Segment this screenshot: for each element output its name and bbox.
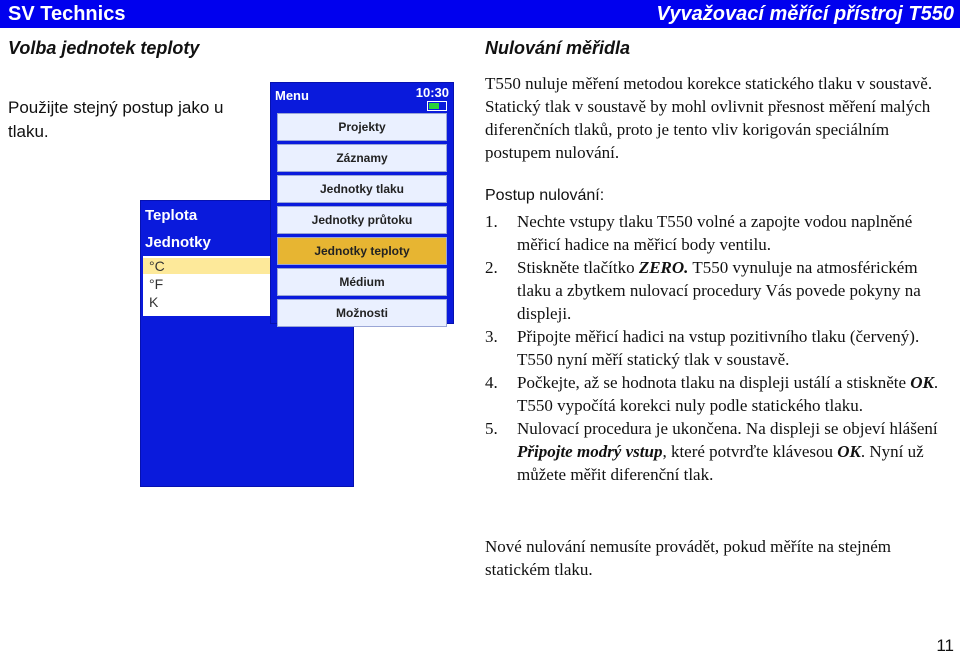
clock: 10:30 bbox=[415, 85, 449, 100]
procedure-label: Postup nulování: bbox=[485, 187, 605, 204]
step-number: 2. bbox=[485, 258, 498, 277]
step-2 bbox=[485, 256, 955, 325]
step-1 bbox=[485, 210, 955, 256]
intro-paragraph: T550 nuluje měření metodou korekce statického tlaku v soustavě. Statický tlak v soustavě by mohl ovlivnit přesnost měření malých diferenčních tlaků, proto je tento vliv korigován speciálním postupem nulování. bbox=[485, 74, 933, 162]
left-heading: Volba jednotek teploty bbox=[8, 38, 200, 58]
step-number: 1. bbox=[485, 212, 498, 231]
menu-item-jednotky-prutoku[interactable]: Jednotky průtoku bbox=[277, 206, 447, 234]
unit-option-fahrenheit[interactable]: °F bbox=[149, 276, 164, 292]
step-number: 4. bbox=[485, 373, 498, 392]
right-heading: Nulování měřidla bbox=[485, 38, 631, 58]
step-text: Nechte vstupy tlaku T550 volné a zapojte vodou naplněné měřicí hadice na měřicí body ventilu. bbox=[517, 212, 913, 254]
product-name: Vyvažovací měřící přístroj T550 bbox=[656, 3, 954, 25]
step-5 bbox=[485, 417, 955, 486]
device-title: Teplota bbox=[145, 207, 198, 224]
key-ok: OK bbox=[910, 373, 934, 392]
unit-option-celsius[interactable]: °C bbox=[143, 258, 279, 274]
battery-level bbox=[429, 103, 439, 109]
menu-list bbox=[277, 113, 447, 330]
step-text: Nulovací procedura je ukončena. Na displeji se objeví hlášení Připojte modrý vstup, které potvrďte klávesou OK. Nyní už můžete měřit diferenční tlak. bbox=[517, 419, 938, 484]
final-note: Nové nulování nemusíte provádět, pokud měříte na stejném statickém tlaku. bbox=[485, 537, 892, 579]
message-blue-input: Připojte modrý vstup bbox=[517, 442, 663, 461]
menu-item-jednotky-tlaku[interactable]: Jednotky tlaku bbox=[277, 175, 447, 203]
step-3 bbox=[485, 325, 955, 371]
step-text: Připojte měřicí hadici na vstup pozitivního tlaku (červený). T550 nyní měří statický tlak v soustavě. bbox=[517, 327, 920, 369]
step-number: 3. bbox=[485, 327, 498, 346]
left-text: Použijte stejný postup jako u tlaku. bbox=[8, 98, 224, 141]
battery-icon bbox=[427, 101, 447, 111]
device-screen-menu bbox=[270, 82, 454, 324]
step-text: Stiskněte tlačítko ZERO. T550 vynuluje na atmosférickém tlaku a zbytkem nulovací procedury Vás povede pokyny na displeji. bbox=[517, 258, 921, 323]
step-number: 5. bbox=[485, 419, 498, 438]
company-name: SV Technics bbox=[8, 3, 126, 25]
header-bar bbox=[0, 0, 960, 28]
key-zero: ZERO. bbox=[638, 258, 689, 277]
menu-item-moznosti[interactable]: Možnosti bbox=[277, 299, 447, 327]
page-number: 11 bbox=[936, 636, 954, 655]
step-4 bbox=[485, 371, 955, 417]
unit-option-kelvin[interactable]: K bbox=[149, 294, 159, 310]
menu-title: Menu bbox=[275, 88, 309, 103]
key-ok: OK bbox=[837, 442, 861, 461]
menu-item-zaznamy[interactable]: Záznamy bbox=[277, 144, 447, 172]
unit-list bbox=[143, 256, 273, 316]
menu-item-projekty[interactable]: Projekty bbox=[277, 113, 447, 141]
menu-item-jednotky-teploty[interactable]: Jednotky teploty bbox=[277, 237, 447, 265]
menu-item-medium[interactable]: Médium bbox=[277, 268, 447, 296]
device-subtitle: Jednotky bbox=[145, 234, 211, 251]
step-text: Počkejte, až se hodnota tlaku na displeji ustálí a stiskněte OK. T550 vypočítá korekci nuly podle statického tlaku. bbox=[517, 373, 939, 415]
procedure-steps bbox=[485, 210, 955, 486]
